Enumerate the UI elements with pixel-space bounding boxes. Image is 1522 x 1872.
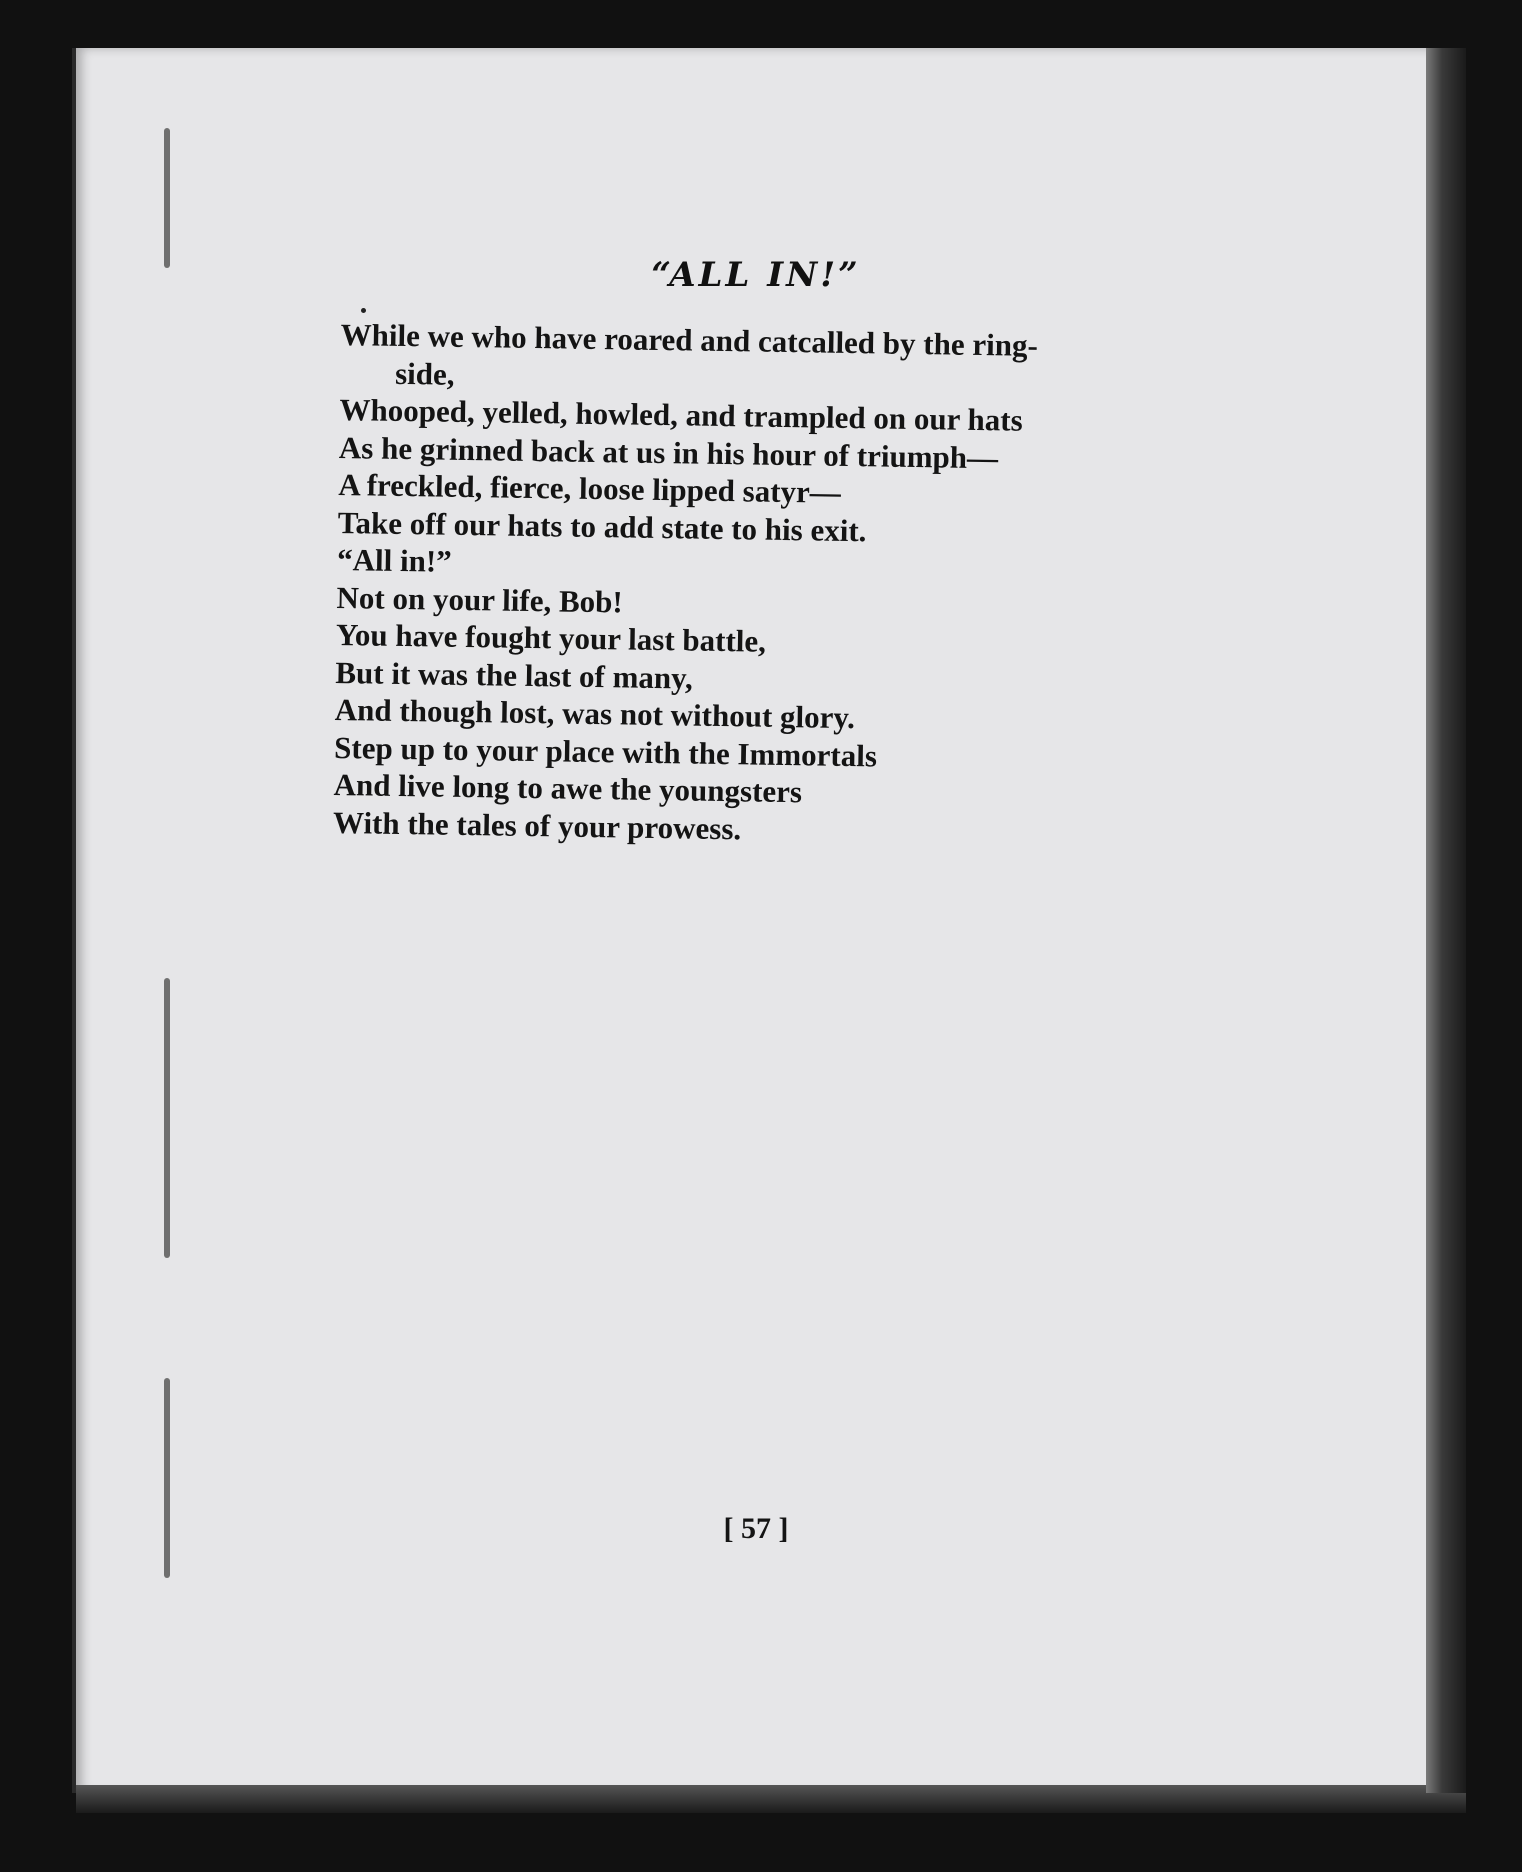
poem-line: Not on your life, Bob! xyxy=(336,579,624,619)
poem-line: A freckled, fierce, loose lipped satyr— xyxy=(338,466,842,510)
ink-speck xyxy=(361,308,366,313)
poem-line: Whooped, yelled, howled, and trampled on our hats xyxy=(339,391,1023,438)
page-number: [ 57 ] xyxy=(723,1512,789,1545)
binding-shadow-mark xyxy=(164,1378,170,1578)
poem-line: You have fought your last battle, xyxy=(335,616,767,659)
binding-shadow-mark xyxy=(164,978,170,1258)
poem-line: And though lost, was not without glory. xyxy=(334,691,856,736)
poem-line: As he grinned back at us in his hour of triumph— xyxy=(338,429,999,475)
binding-shadow-mark xyxy=(164,128,170,268)
book-page xyxy=(72,48,1436,1793)
poem-body xyxy=(333,316,1341,857)
poem-line: With the tales of your prowess. xyxy=(332,804,742,846)
poem-line: Step up to your place with the Immortals xyxy=(333,729,878,773)
poem-line: While we who have roared and catcalled by the ring- xyxy=(340,316,1039,363)
poem-title: “ALL IN!” xyxy=(651,255,861,295)
poem-line: “All in!” xyxy=(336,541,452,579)
poem-line: Take off our hats to add state to his exit. xyxy=(337,504,867,548)
poem-line: But it was the last of many, xyxy=(335,654,694,696)
poem-line: side, xyxy=(394,355,455,392)
poem-line: And live long to awe the youngsters xyxy=(333,766,803,810)
